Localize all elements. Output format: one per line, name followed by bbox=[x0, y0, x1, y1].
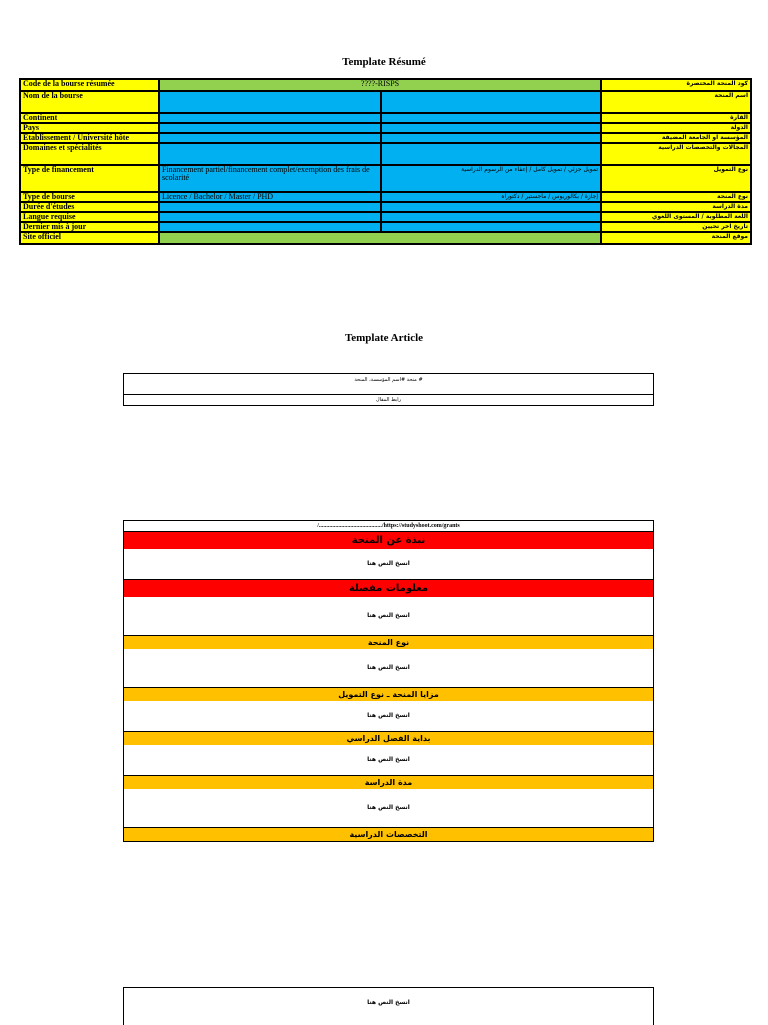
resume-title: Template Résumé bbox=[342, 56, 426, 68]
resume-row bbox=[20, 222, 751, 232]
row-value-ar[interactable] bbox=[381, 91, 601, 113]
article-link-line[interactable]: رابط المقال bbox=[124, 394, 653, 405]
row-label-fr: Dernier mis à jour bbox=[20, 222, 159, 232]
resume-row bbox=[20, 165, 751, 192]
row-label-fr: Type de financement bbox=[20, 165, 159, 192]
row-label-ar: المؤسسة او الجامعة المضيفة bbox=[601, 133, 751, 143]
section-body[interactable]: انسخ النص هنا bbox=[124, 745, 653, 776]
grant-url[interactable]: /........................................../https://studyshoot.com/grants bbox=[124, 521, 653, 532]
resume-row bbox=[20, 133, 751, 143]
row-label-ar: اللغة المطلوبة / المستوى اللغوي bbox=[601, 212, 751, 222]
resume-row bbox=[20, 232, 751, 244]
article-template bbox=[123, 520, 654, 842]
section-body[interactable]: انسخ النص هنا bbox=[124, 597, 653, 636]
row-label-fr: Etablissement / Université hôte bbox=[20, 133, 159, 143]
section-heading: بداية الفصل الدراسي bbox=[124, 732, 653, 745]
row-value-ar[interactable]: إجازة / بكالوريوس / ماجستير / دكتوراه bbox=[381, 192, 601, 202]
row-value-fr[interactable] bbox=[159, 133, 381, 143]
row-label-ar: موقع المنحة bbox=[601, 232, 751, 244]
row-label-fr: Langue requise bbox=[20, 212, 159, 222]
row-value-fr[interactable] bbox=[159, 212, 381, 222]
section-heading: معلومات مفصلة bbox=[124, 580, 653, 597]
row-value-fr[interactable] bbox=[159, 222, 381, 232]
row-label-fr: Durée d'études bbox=[20, 202, 159, 212]
row-label-fr: Pays bbox=[20, 123, 159, 133]
row-label-fr: Continent bbox=[20, 113, 159, 123]
row-value[interactable] bbox=[159, 232, 601, 244]
row-value-fr[interactable]: Financement partiel/financement complet/exemption des frais de scolarité bbox=[159, 165, 381, 192]
row-value-ar[interactable] bbox=[381, 133, 601, 143]
resume-row bbox=[20, 143, 751, 165]
resume-row bbox=[20, 212, 751, 222]
resume-row bbox=[20, 91, 751, 113]
resume-row bbox=[20, 192, 751, 202]
row-label-ar: نوع التمويل bbox=[601, 165, 751, 192]
section-heading: التخصصات الدراسية bbox=[124, 828, 653, 842]
row-label-ar: نوع المنحة bbox=[601, 192, 751, 202]
section-heading: مدة الدراسة bbox=[124, 776, 653, 789]
section-heading: نبذة عن المنحة bbox=[124, 532, 653, 549]
section-heading: نوع المنحة bbox=[124, 636, 653, 649]
article-header-box bbox=[123, 373, 654, 406]
row-label-ar: المجالات والتخصصات الدراسية bbox=[601, 143, 751, 165]
section-heading: مزايا المنحة ـ نوع التمويل bbox=[124, 688, 653, 701]
resume-row bbox=[20, 123, 751, 133]
row-value-ar[interactable] bbox=[381, 143, 601, 165]
row-value-fr[interactable]: Licence / Bachelor / Master / PHD bbox=[159, 192, 381, 202]
row-label-fr: Site officiel bbox=[20, 232, 159, 244]
section-body[interactable]: انسخ النص هنا bbox=[124, 649, 653, 688]
section-body[interactable]: انسخ النص هنا bbox=[124, 701, 653, 732]
article-name-line[interactable]: منحة #اسم المؤسسة، المنحة # bbox=[354, 377, 423, 383]
row-label-fr: Nom de la bourse bbox=[20, 91, 159, 113]
row-label-ar: القارة bbox=[601, 113, 751, 123]
row-value[interactable]: ????-RISPS bbox=[159, 79, 601, 91]
row-value-ar[interactable] bbox=[381, 212, 601, 222]
row-value-fr[interactable] bbox=[159, 202, 381, 212]
row-value-ar[interactable] bbox=[381, 123, 601, 133]
row-label-ar: مدة الدراسة bbox=[601, 202, 751, 212]
row-value-fr[interactable] bbox=[159, 91, 381, 113]
row-value-fr[interactable] bbox=[159, 143, 381, 165]
row-label-ar: تاريخ اخر تحيين bbox=[601, 222, 751, 232]
row-label-ar: كود المنحة المختصرة bbox=[601, 79, 751, 91]
row-value-ar[interactable] bbox=[381, 222, 601, 232]
row-value-ar[interactable]: تمويل جزئي / تمويل كامل / إعفاء من الرسوم الدراسية bbox=[381, 165, 601, 192]
row-value-ar[interactable] bbox=[381, 202, 601, 212]
row-label-fr: Code de la bourse résumée bbox=[20, 79, 159, 91]
extra-text-box[interactable]: انسخ النص هنا bbox=[123, 987, 654, 1025]
resume-row bbox=[20, 202, 751, 212]
row-value-fr[interactable] bbox=[159, 123, 381, 133]
row-label-fr: Type de bourse bbox=[20, 192, 159, 202]
resume-row bbox=[20, 113, 751, 123]
article-title: Template Article bbox=[344, 332, 424, 344]
section-body[interactable]: انسخ النص هنا bbox=[124, 549, 653, 580]
row-label-fr: Domaines et spécialités bbox=[20, 143, 159, 165]
resume-row bbox=[20, 79, 751, 91]
row-value-fr[interactable] bbox=[159, 113, 381, 123]
resume-table bbox=[19, 78, 752, 245]
row-value-ar[interactable] bbox=[381, 113, 601, 123]
row-label-ar: اسم المنحة bbox=[601, 91, 751, 113]
row-label-ar: الدولة bbox=[601, 123, 751, 133]
section-body[interactable]: انسخ النص هنا bbox=[124, 789, 653, 828]
